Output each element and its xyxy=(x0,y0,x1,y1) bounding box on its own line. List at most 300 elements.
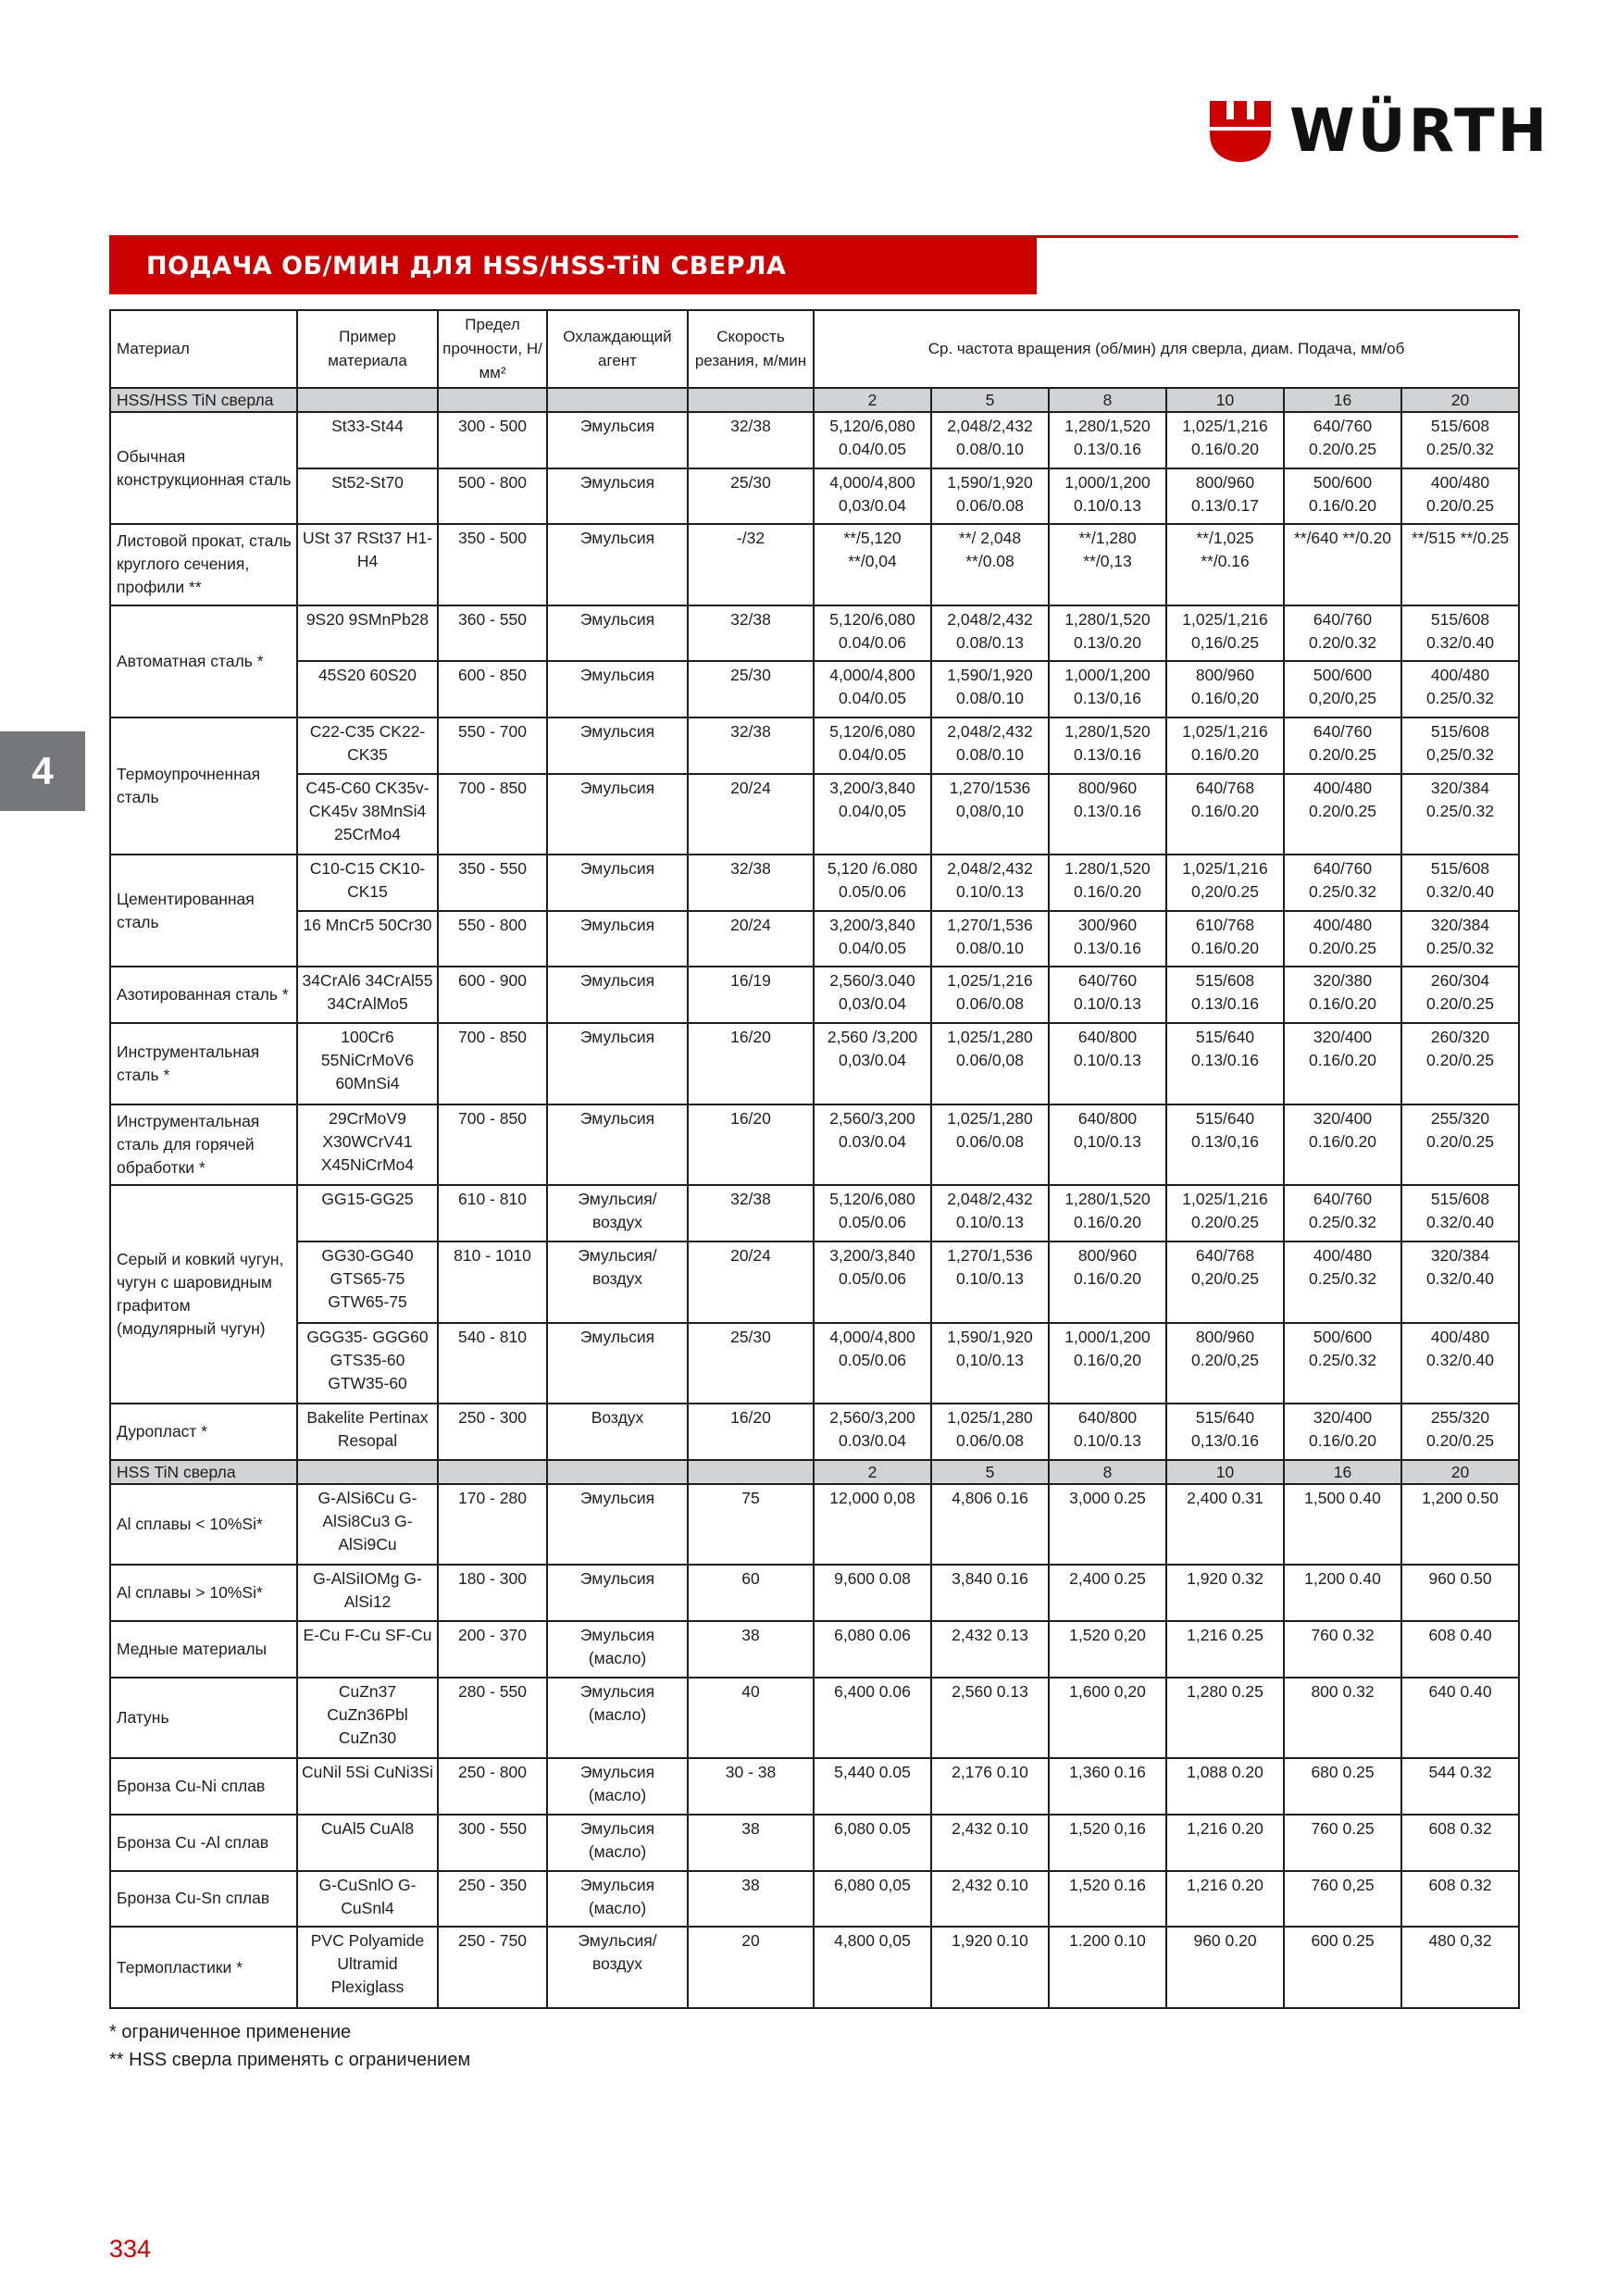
diameter-cell: 16 xyxy=(1284,1460,1401,1484)
strength-cell: 250 - 300 xyxy=(438,1404,547,1460)
rpm-feed-cell: 1,200 0.50 xyxy=(1401,1484,1519,1566)
section-blank-cell xyxy=(297,388,438,412)
section-label: HSS/HSS TiN сверла xyxy=(110,388,297,412)
table-row xyxy=(110,1242,1519,1323)
rpm-feed-cell: 1,025/1,216 0.16/0.20 xyxy=(1166,412,1284,468)
rpm-feed-cell: 1,025/1,280 0.06/0.08 xyxy=(931,1104,1049,1186)
rpm-feed-cell: 1,500 0.40 xyxy=(1284,1484,1401,1566)
wurth-logo xyxy=(1208,99,1550,164)
rpm-feed-cell: 2,176 0.10 xyxy=(931,1758,1049,1815)
rpm-feed-cell: 5,120 /6.080 0.05/0.06 xyxy=(814,855,931,911)
section-blank-cell xyxy=(547,1460,688,1484)
rpm-feed-cell: 6,080 0,05 xyxy=(814,1871,931,1928)
speed-cell: 20 xyxy=(688,1927,814,2008)
example-cell: GG30-GG40 GTS65-75 GTW65-75 xyxy=(297,1242,438,1323)
rpm-feed-cell: 1,025/1,280 0.06/0,08 xyxy=(931,1023,1049,1104)
coolant-cell: Эмульсия xyxy=(547,1104,688,1186)
material-cell: Автоматная сталь * xyxy=(110,605,297,718)
rpm-feed-cell: 640/760 0.20/0.25 xyxy=(1284,412,1401,468)
rpm-feed-cell: 6,080 0.06 xyxy=(814,1621,931,1678)
speed-cell: 40 xyxy=(688,1678,814,1759)
rpm-feed-cell: **/1,025 **/0.16 xyxy=(1166,524,1284,605)
rpm-feed-cell: 640/760 0.25/0.32 xyxy=(1284,855,1401,911)
rpm-feed-cell: 800/960 0.16/0,20 xyxy=(1166,661,1284,718)
rpm-feed-cell: 320/384 0.25/0.32 xyxy=(1401,911,1519,967)
rpm-feed-cell: 400/480 0.20/0.25 xyxy=(1284,774,1401,855)
coolant-cell: Эмульсия/ воздух xyxy=(547,1927,688,2008)
rpm-feed-cell: 1,025/1,216 0,20/0.25 xyxy=(1166,855,1284,911)
rpm-feed-cell: 960 0.50 xyxy=(1401,1565,1519,1621)
coolant-cell: Эмульсия xyxy=(547,605,688,662)
rpm-feed-cell: 1,270/1536 0,08/0,10 xyxy=(931,774,1049,855)
material-cell: Al сплавы > 10%Si* xyxy=(110,1565,297,1621)
rpm-feed-cell: 608 0.32 xyxy=(1401,1815,1519,1871)
strength-cell: 280 - 550 xyxy=(438,1678,547,1759)
rpm-feed-cell: 1,025/1,216 0.16/0.20 xyxy=(1166,718,1284,774)
example-cell: Bakelite Pertinax Resopal xyxy=(297,1404,438,1460)
speed-cell: 38 xyxy=(688,1815,814,1871)
table-row xyxy=(110,661,1519,718)
header-speed: Скорость резания, м/мин xyxy=(688,310,814,388)
table-row xyxy=(110,774,1519,855)
coolant-cell: Эмульсия xyxy=(547,911,688,967)
table-row xyxy=(110,911,1519,967)
table-row xyxy=(110,1484,1519,1566)
material-cell: Цементированная сталь xyxy=(110,855,297,967)
section-label: HSS TiN сверла xyxy=(110,1460,297,1484)
rpm-feed-cell: 400/480 0.32/0.40 xyxy=(1401,1323,1519,1404)
rpm-feed-cell: 515/608 0.13/0.16 xyxy=(1166,967,1284,1023)
example-cell: PVC Polyamide Ultramid Plexiglass xyxy=(297,1927,438,2008)
example-cell: USt 37 RSt37 H1-H4 xyxy=(297,524,438,605)
rpm-feed-cell: 1.200 0.10 xyxy=(1049,1927,1166,2008)
example-cell: GGG35- GGG60 GTS35-60 GTW35-60 xyxy=(297,1323,438,1404)
rpm-feed-cell: 1,590/1,920 0,10/0.13 xyxy=(931,1323,1049,1404)
strength-cell: 600 - 900 xyxy=(438,967,547,1023)
strength-cell: 610 - 810 xyxy=(438,1185,547,1242)
rpm-feed-cell: 1,280/1,520 0.13/0.20 xyxy=(1049,605,1166,662)
material-cell: Обычная конструкционная сталь xyxy=(110,412,297,524)
strength-cell: 500 - 800 xyxy=(438,468,547,525)
rpm-feed-cell: 1,000/1,200 0.10/0.13 xyxy=(1049,468,1166,525)
rpm-feed-cell: 610/768 0.16/0.20 xyxy=(1166,911,1284,967)
rpm-feed-cell: 5,120/6,080 0.04/0.05 xyxy=(814,718,931,774)
rpm-feed-cell: 1,025/1,216 0.06/0.08 xyxy=(931,967,1049,1023)
speed-cell: 38 xyxy=(688,1621,814,1678)
example-cell: GG15-GG25 xyxy=(297,1185,438,1242)
material-cell: Дуропласт * xyxy=(110,1404,297,1460)
table-row xyxy=(110,1185,1519,1242)
rpm-feed-cell: 515/640 0.13/0,16 xyxy=(1166,1104,1284,1186)
material-cell: Бронза Cu -Al сплав xyxy=(110,1815,297,1871)
rpm-feed-cell: 515/640 0.13/0.16 xyxy=(1166,1023,1284,1104)
diameter-cell: 20 xyxy=(1401,1460,1519,1484)
rpm-feed-cell: 255/320 0.20/0.25 xyxy=(1401,1104,1519,1186)
header-rpm: Ср. частота вращения (об/мин) для сверла, диам. Подача, мм/об xyxy=(814,310,1519,388)
rpm-feed-cell: 3,000 0.25 xyxy=(1049,1484,1166,1566)
rpm-feed-cell: 2,048/2,432 0.08/0.10 xyxy=(931,718,1049,774)
example-cell: G-AlSiIOMg G-AlSi12 xyxy=(297,1565,438,1621)
feed-rate-table xyxy=(109,309,1518,2009)
diameter-cell: 2 xyxy=(814,1460,931,1484)
rpm-feed-cell: 255/320 0.20/0.25 xyxy=(1401,1404,1519,1460)
coolant-cell: Эмульсия xyxy=(547,524,688,605)
speed-cell: 38 xyxy=(688,1871,814,1928)
rpm-feed-cell: 2,400 0.31 xyxy=(1166,1484,1284,1566)
table-row xyxy=(110,1927,1519,2008)
coolant-cell: Эмульсия/ воздух xyxy=(547,1242,688,1323)
coolant-cell: Эмульсия xyxy=(547,1323,688,1404)
rpm-feed-cell: 400/480 0.20/0.25 xyxy=(1284,911,1401,967)
speed-cell: 20/24 xyxy=(688,774,814,855)
rpm-feed-cell: 608 0.32 xyxy=(1401,1871,1519,1928)
section-header-row xyxy=(110,1460,1519,1484)
coolant-cell: Эмульсия xyxy=(547,774,688,855)
rpm-feed-cell: 320/400 0.16/0.20 xyxy=(1284,1023,1401,1104)
rpm-feed-cell: 2,432 0.10 xyxy=(931,1815,1049,1871)
footnote-hss: ** HSS сверла применять с ограничением xyxy=(109,2050,471,2070)
rpm-feed-cell: 1,520 0,20 xyxy=(1049,1621,1166,1678)
speed-cell: 32/38 xyxy=(688,1185,814,1242)
section-blank-cell xyxy=(688,388,814,412)
rpm-feed-cell: 515/640 0,13/0.16 xyxy=(1166,1404,1284,1460)
rpm-feed-cell: 9,600 0.08 xyxy=(814,1565,931,1621)
example-cell: CuZn37 CuZn36Pbl CuZn30 xyxy=(297,1678,438,1759)
rpm-feed-cell: 640/760 0.20/0.25 xyxy=(1284,718,1401,774)
strength-cell: 550 - 700 xyxy=(438,718,547,774)
rpm-feed-cell: 1,088 0.20 xyxy=(1166,1758,1284,1815)
rpm-feed-cell: 500/600 0.16/0.20 xyxy=(1284,468,1401,525)
coolant-cell: Эмульсия xyxy=(547,1484,688,1566)
rpm-feed-cell: 400/480 0.25/0.32 xyxy=(1401,661,1519,718)
material-cell: Бронза Cu-Ni сплав xyxy=(110,1758,297,1815)
coolant-cell: Эмульсия xyxy=(547,412,688,468)
rpm-feed-cell: 1,270/1,536 0.08/0.10 xyxy=(931,911,1049,967)
rpm-feed-cell: 260/304 0.20/0.25 xyxy=(1401,967,1519,1023)
speed-cell: 75 xyxy=(688,1484,814,1566)
example-cell: 45S20 60S20 xyxy=(297,661,438,718)
rpm-feed-cell: 760 0,25 xyxy=(1284,1871,1401,1928)
rpm-feed-cell: 1,270/1,536 0.10/0.13 xyxy=(931,1242,1049,1323)
diameter-cell: 2 xyxy=(814,388,931,412)
speed-cell: -/32 xyxy=(688,524,814,605)
rpm-feed-cell: 260/320 0.20/0.25 xyxy=(1401,1023,1519,1104)
speed-cell: 32/38 xyxy=(688,605,814,662)
rpm-feed-cell: 1,590/1,920 0.08/0.10 xyxy=(931,661,1049,718)
rpm-feed-cell: 1,520 0,16 xyxy=(1049,1815,1166,1871)
rpm-feed-cell: 1,200 0.40 xyxy=(1284,1565,1401,1621)
speed-cell: 20/24 xyxy=(688,911,814,967)
section-blank-cell xyxy=(438,388,547,412)
rpm-feed-cell: 320/380 0.16/0.20 xyxy=(1284,967,1401,1023)
rpm-feed-cell: 1,025/1,216 0.20/0.25 xyxy=(1166,1185,1284,1242)
page-title: ПОДАЧА ОБ/МИН ДЛЯ HSS/HSS-TiN СВЕРЛА xyxy=(109,238,1037,294)
rpm-feed-cell: 960 0.20 xyxy=(1166,1927,1284,2008)
material-cell: Инструментальная сталь для горячей обработки * xyxy=(110,1104,297,1186)
rpm-feed-cell: 1,216 0.20 xyxy=(1166,1815,1284,1871)
rpm-feed-cell: 320/384 0.32/0.40 xyxy=(1401,1242,1519,1323)
diameter-cell: 16 xyxy=(1284,388,1401,412)
rpm-feed-cell: 2,432 0.10 xyxy=(931,1871,1049,1928)
example-cell: G-AlSi6Cu G-AlSi8Cu3 G-AlSi9Cu xyxy=(297,1484,438,1566)
rpm-feed-cell: 6,080 0.05 xyxy=(814,1815,931,1871)
rpm-feed-cell: 1,280/1,520 0.16/0.20 xyxy=(1049,1185,1166,1242)
strength-cell: 700 - 850 xyxy=(438,1104,547,1186)
strength-cell: 250 - 800 xyxy=(438,1758,547,1815)
header-strength: Предел прочности, Н/мм² xyxy=(438,310,547,388)
rpm-feed-cell: 12,000 0,08 xyxy=(814,1484,931,1566)
strength-cell: 810 - 1010 xyxy=(438,1242,547,1323)
rpm-feed-cell: 608 0.40 xyxy=(1401,1621,1519,1678)
material-cell: Листовой прокат, сталь круглого сечения, профили ** xyxy=(110,524,297,605)
material-cell: Латунь xyxy=(110,1678,297,1759)
material-cell: Термоупрочненная сталь xyxy=(110,718,297,855)
rpm-feed-cell: 760 0.32 xyxy=(1284,1621,1401,1678)
rpm-feed-cell: 2,432 0.13 xyxy=(931,1621,1049,1678)
table-row xyxy=(110,1565,1519,1621)
coolant-cell: Эмульсия xyxy=(547,1565,688,1621)
rpm-feed-cell: 1,920 0.32 xyxy=(1166,1565,1284,1621)
rpm-feed-cell: 1,000/1,200 0.16/0,20 xyxy=(1049,1323,1166,1404)
speed-cell: 25/30 xyxy=(688,468,814,525)
strength-cell: 180 - 300 xyxy=(438,1565,547,1621)
speed-cell: 16/19 xyxy=(688,967,814,1023)
rpm-feed-cell: 1,280 0.25 xyxy=(1166,1678,1284,1759)
strength-cell: 350 - 550 xyxy=(438,855,547,911)
example-cell: 29CrMoV9 X30WCrV41 X45NiCrMo4 xyxy=(297,1104,438,1186)
rpm-feed-cell: 4,000/4,800 0.05/0.06 xyxy=(814,1323,931,1404)
strength-cell: 700 - 850 xyxy=(438,1023,547,1104)
rpm-feed-cell: 1,280/1,520 0.13/0.16 xyxy=(1049,718,1166,774)
rpm-feed-cell: **/ 2,048 **/0.08 xyxy=(931,524,1049,605)
rpm-feed-cell: 500/600 0.25/0.32 xyxy=(1284,1323,1401,1404)
speed-cell: 32/38 xyxy=(688,412,814,468)
example-cell: CuNil 5Si CuNi3Si xyxy=(297,1758,438,1815)
rpm-feed-cell: **/5,120 **/0,04 xyxy=(814,524,931,605)
rpm-feed-cell: 1,025/1,280 0.06/0.08 xyxy=(931,1404,1049,1460)
rpm-feed-cell: **/515 **/0.25 xyxy=(1401,524,1519,605)
rpm-feed-cell: 1,216 0.25 xyxy=(1166,1621,1284,1678)
rpm-feed-cell: 1,280/1,520 0.13/0.16 xyxy=(1049,412,1166,468)
coolant-cell: Эмульсия (масло) xyxy=(547,1871,688,1928)
material-cell: Азотированная сталь * xyxy=(110,967,297,1023)
diameter-cell: 8 xyxy=(1049,388,1166,412)
rpm-feed-cell: 1,590/1,920 0.06/0.08 xyxy=(931,468,1049,525)
table-row xyxy=(110,1758,1519,1815)
strength-cell: 700 - 850 xyxy=(438,774,547,855)
coolant-cell: Эмульсия xyxy=(547,1023,688,1104)
rpm-feed-cell: 1,000/1,200 0.13/0,16 xyxy=(1049,661,1166,718)
rpm-feed-cell: 1,520 0.16 xyxy=(1049,1871,1166,1928)
rpm-feed-cell: 6,400 0.06 xyxy=(814,1678,931,1759)
material-cell: Инструментальная сталь * xyxy=(110,1023,297,1104)
rpm-feed-cell: 2,048/2,432 0.10/0.13 xyxy=(931,1185,1049,1242)
rpm-feed-cell: 800/960 0.13/0.17 xyxy=(1166,468,1284,525)
rpm-feed-cell: 515/608 0.32/0.40 xyxy=(1401,855,1519,911)
rpm-feed-cell: 2,048/2,432 0.08/0.13 xyxy=(931,605,1049,662)
example-cell: St33-St44 xyxy=(297,412,438,468)
diameter-cell: 10 xyxy=(1166,1460,1284,1484)
rpm-feed-cell: 300/960 0.13/0.16 xyxy=(1049,911,1166,967)
diameter-cell: 5 xyxy=(931,1460,1049,1484)
rpm-feed-cell: 2,048/2,432 0.08/0.10 xyxy=(931,412,1049,468)
rpm-feed-cell: 640/800 0,10/0.13 xyxy=(1049,1104,1166,1186)
table-row xyxy=(110,1104,1519,1186)
strength-cell: 350 - 500 xyxy=(438,524,547,605)
table-row xyxy=(110,1023,1519,1104)
rpm-feed-cell: 515/608 0.32/0.40 xyxy=(1401,605,1519,662)
rpm-feed-cell: 2,560/3,200 0.03/0.04 xyxy=(814,1104,931,1186)
material-cell: Al сплавы < 10%Si* xyxy=(110,1484,297,1566)
rpm-feed-cell: 3,840 0.16 xyxy=(931,1565,1049,1621)
rpm-feed-cell: **/640 **/0.20 xyxy=(1284,524,1401,605)
table-row xyxy=(110,855,1519,911)
speed-cell: 16/20 xyxy=(688,1404,814,1460)
speed-cell: 30 - 38 xyxy=(688,1758,814,1815)
speed-cell: 60 xyxy=(688,1565,814,1621)
rpm-feed-cell: 4,806 0.16 xyxy=(931,1484,1049,1566)
rpm-feed-cell: 800 0.32 xyxy=(1284,1678,1401,1759)
rpm-feed-cell: 4,000/4,800 0.04/0.05 xyxy=(814,661,931,718)
rpm-feed-cell: 1,360 0.16 xyxy=(1049,1758,1166,1815)
speed-cell: 25/30 xyxy=(688,1323,814,1404)
diameter-cell: 5 xyxy=(931,388,1049,412)
diameter-cell: 8 xyxy=(1049,1460,1166,1484)
example-cell: 9S20 9SMnPb28 xyxy=(297,605,438,662)
rpm-feed-cell: **/1,280 **/0,13 xyxy=(1049,524,1166,605)
material-cell: Серый и ковкий чугун, чугун с шаровидным графитом (модулярный чугун) xyxy=(110,1185,297,1404)
section-blank-cell xyxy=(547,388,688,412)
table-row xyxy=(110,524,1519,605)
rpm-feed-cell: 400/480 0.20/0.25 xyxy=(1401,468,1519,525)
rpm-feed-cell: 800/960 0.13/0.16 xyxy=(1049,774,1166,855)
wurth-logo-icon xyxy=(1208,99,1273,164)
rpm-feed-cell: 1,025/1,216 0,16/0.25 xyxy=(1166,605,1284,662)
example-cell: C10-C15 CK10-CK15 xyxy=(297,855,438,911)
example-cell: CuAl5 CuAl8 xyxy=(297,1815,438,1871)
example-cell: 34CrAl6 34CrAl55 34CrAlMo5 xyxy=(297,967,438,1023)
strength-cell: 200 - 370 xyxy=(438,1621,547,1678)
coolant-cell: Эмульсия (масло) xyxy=(547,1621,688,1678)
example-cell: 16 MnCr5 50Cr30 xyxy=(297,911,438,967)
table-row xyxy=(110,1404,1519,1460)
rpm-feed-cell: 800/960 0.16/0.20 xyxy=(1049,1242,1166,1323)
example-cell: G-CuSnlO G-CuSnl4 xyxy=(297,1871,438,1928)
section-header-row xyxy=(110,388,1519,412)
material-cell: Бронза Cu-Sn сплав xyxy=(110,1871,297,1928)
rpm-feed-cell: 320/384 0.25/0.32 xyxy=(1401,774,1519,855)
section-blank-cell xyxy=(438,1460,547,1484)
table-row xyxy=(110,1678,1519,1759)
rpm-feed-cell: 680 0.25 xyxy=(1284,1758,1401,1815)
rpm-feed-cell: 2,560/3,200 0.03/0.04 xyxy=(814,1404,931,1460)
strength-cell: 550 - 800 xyxy=(438,911,547,967)
coolant-cell: Эмульсия xyxy=(547,967,688,1023)
rpm-feed-cell: 5,120/6,080 0.04/0.05 xyxy=(814,412,931,468)
strength-cell: 600 - 850 xyxy=(438,661,547,718)
rpm-feed-cell: 515/608 0.25/0.32 xyxy=(1401,412,1519,468)
rpm-feed-cell: 800/960 0.20/0,25 xyxy=(1166,1323,1284,1404)
rpm-feed-cell: 3,200/3,840 0.04/0,05 xyxy=(814,774,931,855)
rpm-feed-cell: 500/600 0,20/0,25 xyxy=(1284,661,1401,718)
rpm-feed-cell: 400/480 0.25/0.32 xyxy=(1284,1242,1401,1323)
table-row xyxy=(110,1323,1519,1404)
strength-cell: 360 - 550 xyxy=(438,605,547,662)
speed-cell: 16/20 xyxy=(688,1023,814,1104)
rpm-feed-cell: 2,560 0.13 xyxy=(931,1678,1049,1759)
rpm-feed-cell: 5,120/6,080 0.04/0.06 xyxy=(814,605,931,662)
strength-cell: 170 - 280 xyxy=(438,1484,547,1566)
header-example: Пример материала xyxy=(297,310,438,388)
speed-cell: 25/30 xyxy=(688,661,814,718)
example-cell: St52-St70 xyxy=(297,468,438,525)
diameter-cell: 20 xyxy=(1401,388,1519,412)
rpm-feed-cell: 4,800 0,05 xyxy=(814,1927,931,2008)
table-row xyxy=(110,718,1519,774)
rpm-feed-cell: 640/760 0.10/0.13 xyxy=(1049,967,1166,1023)
rpm-feed-cell: 320/400 0.16/0.20 xyxy=(1284,1404,1401,1460)
brand-name: WÜRTH xyxy=(1289,97,1550,166)
material-cell: Медные материалы xyxy=(110,1621,297,1678)
rpm-feed-cell: 640/760 0.25/0.32 xyxy=(1284,1185,1401,1242)
strength-cell: 540 - 810 xyxy=(438,1323,547,1404)
rpm-feed-cell: 1,216 0.20 xyxy=(1166,1871,1284,1928)
feed-rate-table-grid xyxy=(109,309,1520,2009)
example-cell: C45-C60 CK35v-CK45v 38MnSi4 25CrMo4 xyxy=(297,774,438,855)
example-cell: C22-C35 CK22-CK35 xyxy=(297,718,438,774)
strength-cell: 250 - 750 xyxy=(438,1927,547,2008)
coolant-cell: Воздух xyxy=(547,1404,688,1460)
footnotes xyxy=(109,2018,1127,2074)
table-row xyxy=(110,468,1519,525)
rpm-feed-cell: 544 0.32 xyxy=(1401,1758,1519,1815)
coolant-cell: Эмульсия xyxy=(547,468,688,525)
table-row xyxy=(110,1815,1519,1871)
example-cell: E-Cu F-Cu SF-Cu xyxy=(297,1621,438,1678)
rpm-feed-cell: 3,200/3,840 0.04/0.05 xyxy=(814,911,931,967)
rpm-feed-cell: 2,560 /3,200 0,03/0.04 xyxy=(814,1023,931,1104)
strength-cell: 250 - 350 xyxy=(438,1871,547,1928)
material-cell: Термопластики * xyxy=(110,1927,297,2008)
section-blank-cell xyxy=(688,1460,814,1484)
rpm-feed-cell: 640 0.40 xyxy=(1401,1678,1519,1759)
table-row xyxy=(110,1871,1519,1928)
strength-cell: 300 - 550 xyxy=(438,1815,547,1871)
coolant-cell: Эмульсия/ воздух xyxy=(547,1185,688,1242)
rpm-feed-cell: 3,200/3,840 0.05/0.06 xyxy=(814,1242,931,1323)
coolant-cell: Эмульсия (масло) xyxy=(547,1678,688,1759)
rpm-feed-cell: 1,600 0,20 xyxy=(1049,1678,1166,1759)
speed-cell: 32/38 xyxy=(688,718,814,774)
rpm-feed-cell: 480 0,32 xyxy=(1401,1927,1519,2008)
section-blank-cell xyxy=(297,1460,438,1484)
rpm-feed-cell: 4,000/4,800 0,03/0.04 xyxy=(814,468,931,525)
header-material: Материал xyxy=(110,310,297,388)
footnote-limited: * ограниченное применение xyxy=(109,2022,352,2042)
table-row xyxy=(110,967,1519,1023)
speed-cell: 20/24 xyxy=(688,1242,814,1323)
rpm-feed-cell: 640/768 0.16/0.20 xyxy=(1166,774,1284,855)
rpm-feed-cell: 5,120/6,080 0.05/0.06 xyxy=(814,1185,931,1242)
rpm-feed-cell: 2,560/3.040 0,03/0.04 xyxy=(814,967,931,1023)
rpm-feed-cell: 640/760 0.20/0.32 xyxy=(1284,605,1401,662)
rpm-feed-cell: 1,920 0.10 xyxy=(931,1927,1049,2008)
rpm-feed-cell: 515/608 0,25/0.32 xyxy=(1401,718,1519,774)
header-coolant: Охлаждающий агент xyxy=(547,310,688,388)
coolant-cell: Эмульсия xyxy=(547,855,688,911)
rpm-feed-cell: 320/400 0.16/0.20 xyxy=(1284,1104,1401,1186)
strength-cell: 300 - 500 xyxy=(438,412,547,468)
